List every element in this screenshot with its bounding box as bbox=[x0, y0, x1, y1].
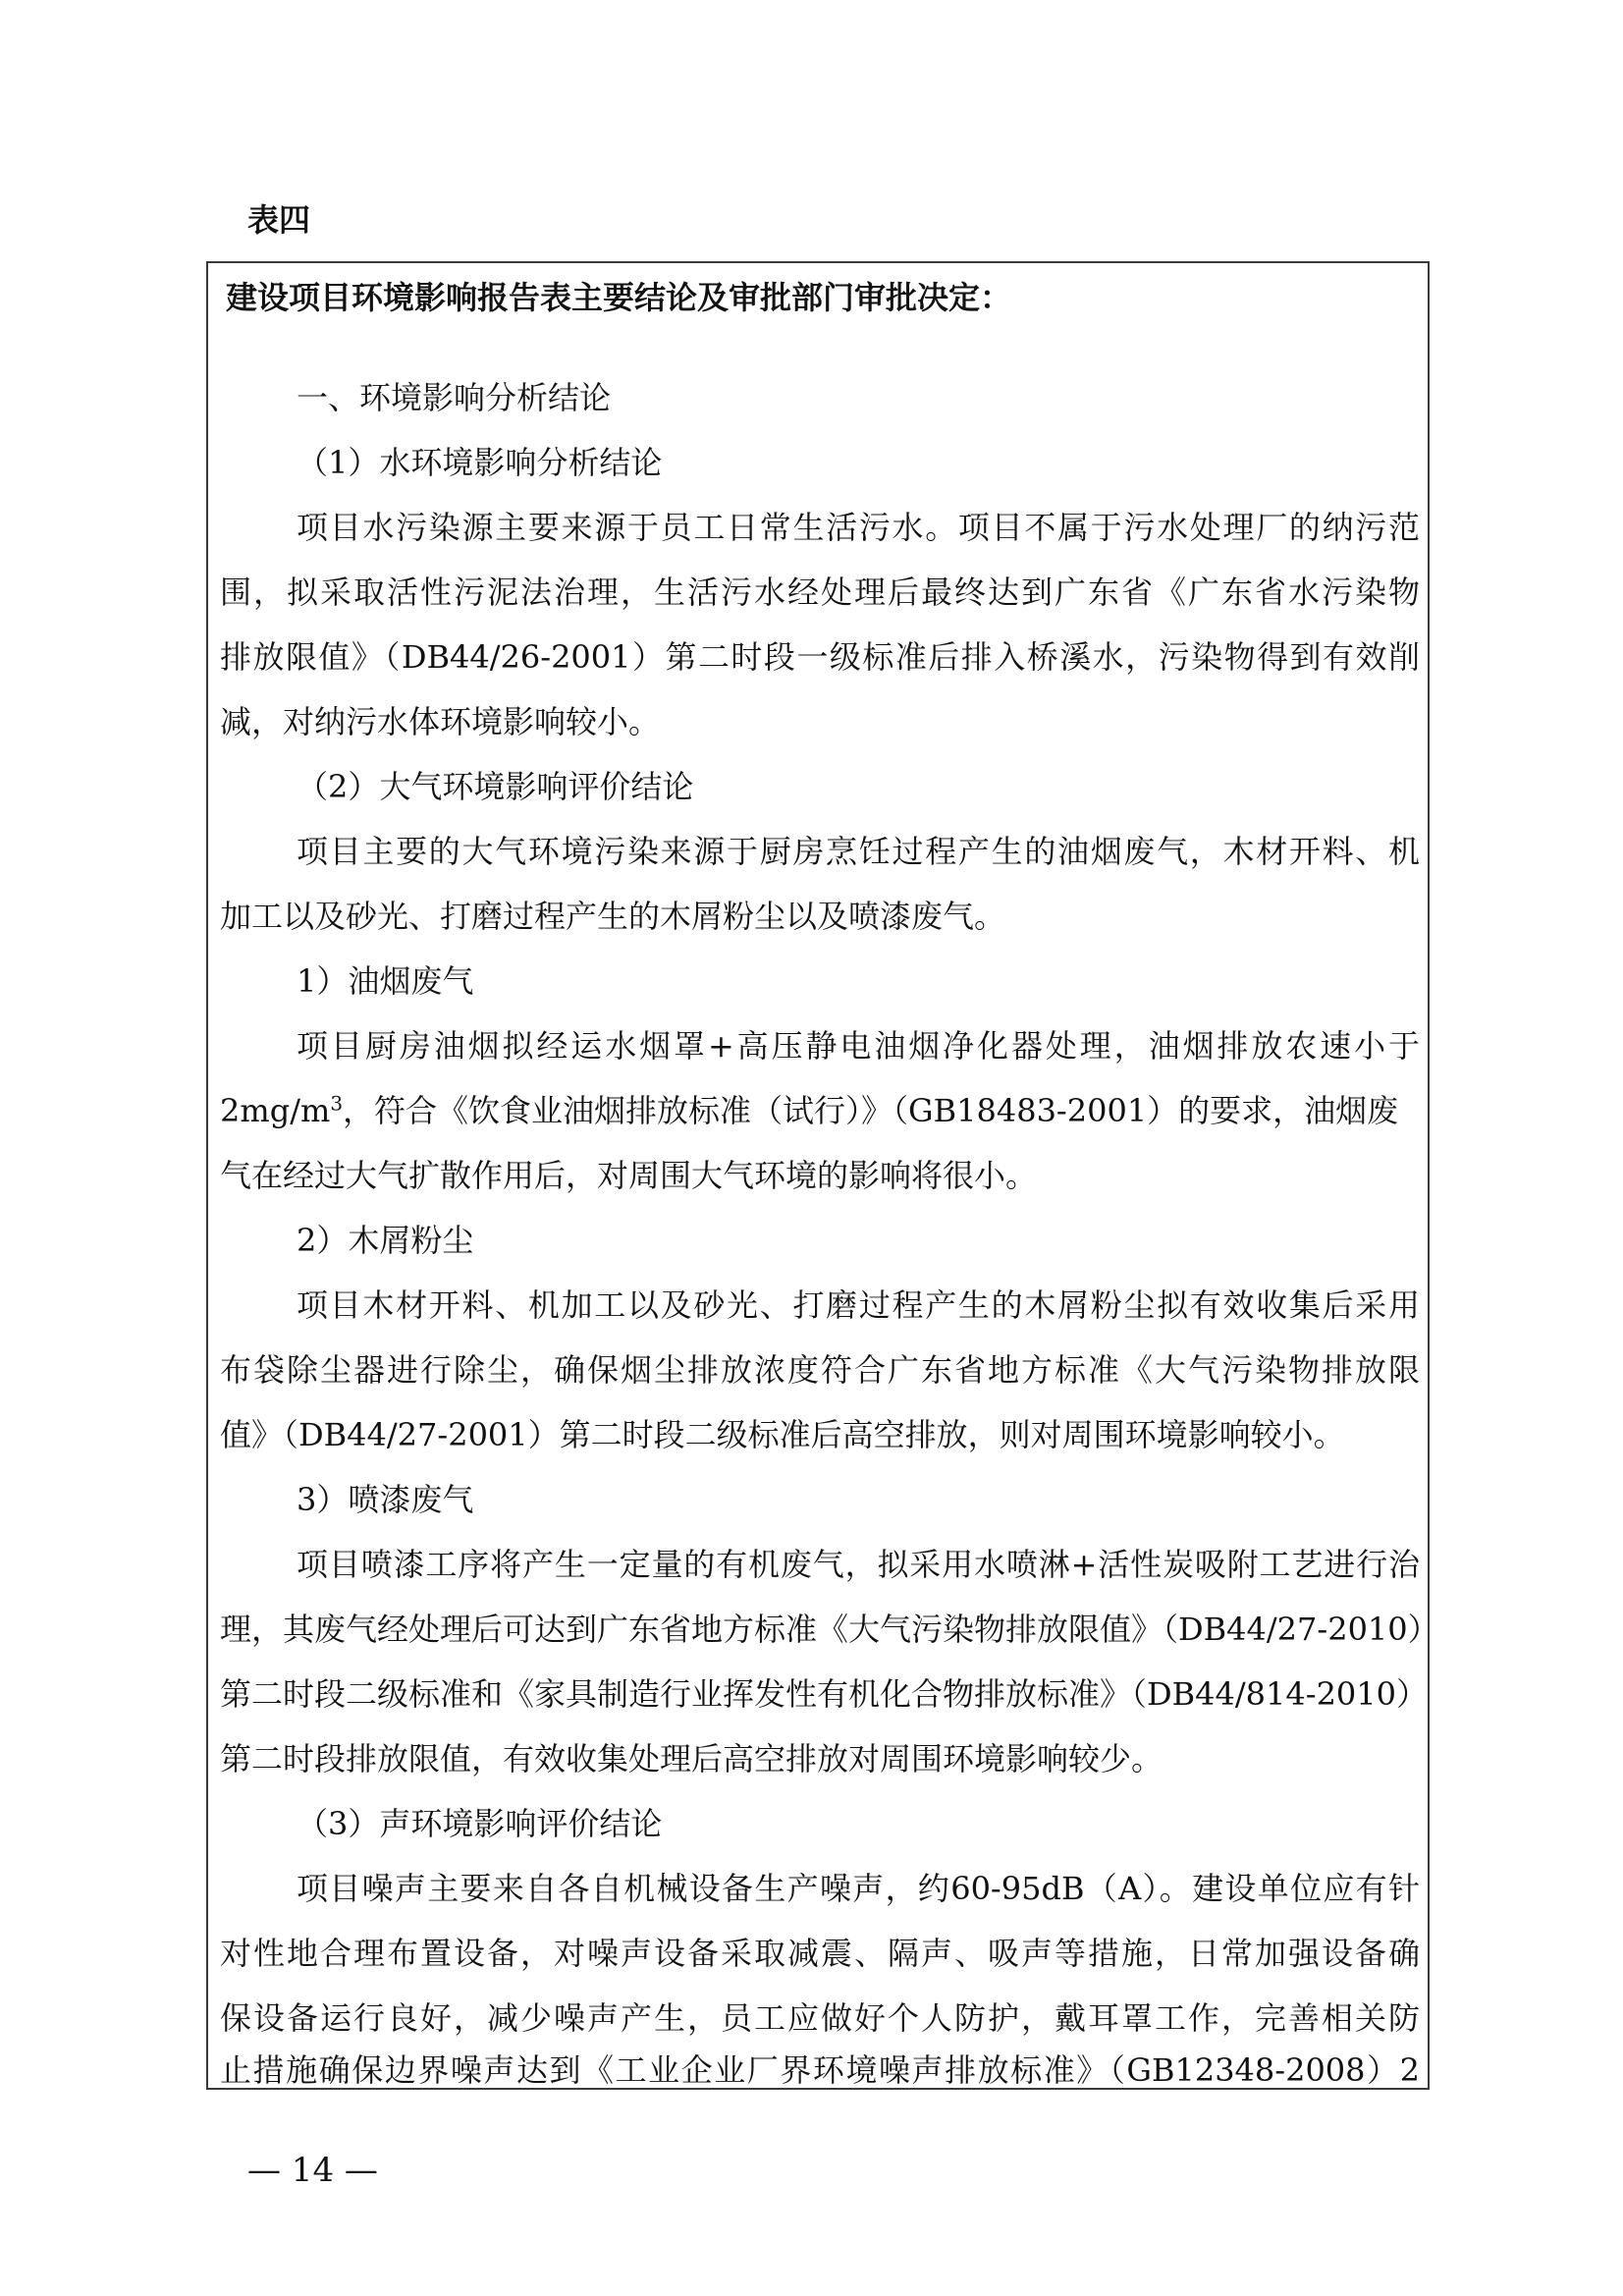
section-heading-analysis: 一、环境影响分析结论 bbox=[297, 379, 612, 416]
paragraph-line-rest: ，符合《饮食业油烟排放标准（试行）》（GB18483-2001）的要求，油烟废 bbox=[343, 1092, 1399, 1129]
paragraph-line: 项目木材开料、机加工以及砂光、打磨过程产生的木屑粉尘拟有效收集后采用 bbox=[297, 1286, 1420, 1324]
paragraph-line: 项目厨房油烟拟经运水烟罩+高压静电油烟净化器处理，油烟排放农速小于 bbox=[297, 1027, 1420, 1065]
paragraph-line: 排放限值》（DB44/26-2001）第二时段一级标准后排入桥溪水，污染物得到有效削 bbox=[220, 638, 1420, 676]
subsection-heading-noise: （3）声环境影响评价结论 bbox=[297, 1805, 663, 1842]
paragraph-line: 对性地合理布置设备，对噪声设备采取减震、隔声、吸声等措施，日常加强设备确 bbox=[220, 1935, 1420, 1972]
paragraph-line: 项目喷漆工序将产生一定量的有机废气，拟采用水喷淋+活性炭吸附工艺进行治 bbox=[297, 1546, 1420, 1583]
paragraph-line: 保设备运行良好，减少噪声产生，员工应做好个人防护，戴耳罩工作，完善相关防 bbox=[220, 1999, 1420, 2037]
paragraph-line: 止措施确保边界噪声达到《工业企业厂界环境噪声排放标准》（GB12348-2008）2 bbox=[220, 2051, 1420, 2089]
paragraph-line: 减，对纳污水体环境影响较小。 bbox=[220, 703, 661, 740]
page-number: — 14 — bbox=[247, 2151, 378, 2190]
paragraph-line: 项目主要的大气环境污染来源于厨房烹饪过程产生的油烟废气，木材开料、机 bbox=[297, 833, 1420, 870]
paragraph-line: 理，其废气经处理后可达到广东省地方标准《大气污染物排放限值》（DB44/27-2010） bbox=[220, 1611, 1439, 1648]
paragraph-line: 第二时段二级标准和《家具制造行业挥发性有机化合物排放标准》（DB44/814-2010） bbox=[220, 1675, 1429, 1713]
paragraph-line: 项目噪声主要来自各自机械设备生产噪声，约60-95dB（A）。建设单位应有针 bbox=[297, 1870, 1420, 1907]
paragraph-line: 加工以及砂光、打磨过程产生的木屑粉尘以及喷漆废气。 bbox=[220, 898, 1006, 935]
subsection-heading-air: （2）大气环境影响评价结论 bbox=[297, 768, 694, 805]
paragraph-line: 布袋除尘器进行除尘，确保烟尘排放浓度符合广东省地方标准《大气污染物排放限 bbox=[220, 1351, 1420, 1389]
paragraph-line: 第二时段排放限值，有效收集处理后高空排放对周围环境影响较少。 bbox=[220, 1740, 1163, 1777]
unit-text: 2mg/m bbox=[220, 1092, 331, 1129]
subsection-heading-water: （1）水环境影响分析结论 bbox=[297, 444, 663, 481]
table-label: 表四 bbox=[247, 201, 311, 239]
unit-superscript: 3 bbox=[330, 1091, 344, 1116]
item-heading-oil-fume: 1）油烟废气 bbox=[297, 962, 474, 1000]
paragraph-line: 项目水污染源主要来源于员工日常生活污水。项目不属于污水处理厂的纳污范 bbox=[297, 509, 1420, 546]
paragraph-line: 围，拟采取活性污泥法治理，生活污水经处理后最终达到广东省《广东省水污染物 bbox=[220, 574, 1420, 611]
paragraph-line bbox=[220, 1078, 1420, 1143]
conclusion-table bbox=[206, 261, 1439, 2090]
paragraph-line: 气在经过大气扩散作用后，对周围大气环境的影响将很小。 bbox=[220, 1157, 1038, 1194]
item-heading-spray-paint: 3）喷漆废气 bbox=[297, 1481, 474, 1518]
item-heading-wood-dust: 2）木屑粉尘 bbox=[297, 1222, 474, 1259]
table-header: 建设项目环境影响报告表主要结论及审批部门审批决定： bbox=[226, 279, 1012, 316]
paragraph-line: 值》（DB44/27-2001）第二时段二级标准后高空排放，则对周围环境影响较小。 bbox=[220, 1416, 1345, 1453]
